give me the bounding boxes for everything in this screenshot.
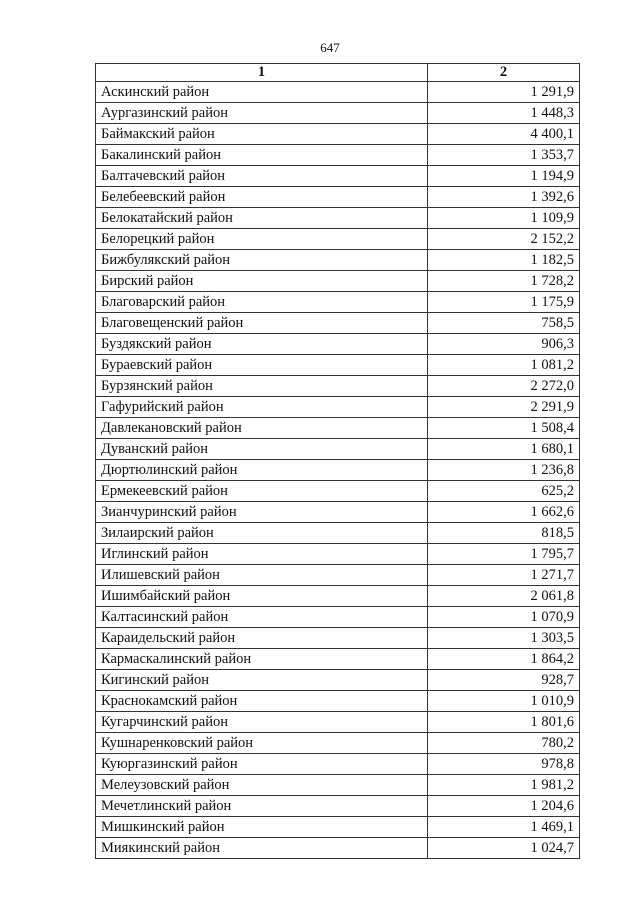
table-row [96,187,580,208]
table-row [96,208,580,229]
amount-cell: 2 272,0 [428,376,580,397]
column-header-1: 1 [96,64,428,82]
table-row [96,523,580,544]
amount-cell: 1 010,9 [428,691,580,712]
table-row [96,124,580,145]
district-name-cell: Илишевский район [96,565,428,586]
district-name-cell: Балтачевский район [96,166,428,187]
amount-cell: 1 981,2 [428,775,580,796]
amount-cell: 1 728,2 [428,271,580,292]
table-row [96,103,580,124]
amount-cell: 1 392,6 [428,187,580,208]
amount-cell: 2 061,8 [428,586,580,607]
header-row [96,64,580,82]
table-row [96,355,580,376]
district-name-cell: Куюргазинский район [96,754,428,775]
district-name-cell: Миякинский район [96,838,428,859]
amount-cell: 906,3 [428,334,580,355]
district-name-cell: Бижбулякский район [96,250,428,271]
column-header-2: 2 [428,64,580,82]
district-name-cell: Бирский район [96,271,428,292]
amount-cell: 625,2 [428,481,580,502]
table-row [96,733,580,754]
amount-cell: 818,5 [428,523,580,544]
table-row [96,439,580,460]
table-row [96,376,580,397]
amount-cell: 1 236,8 [428,460,580,481]
amount-cell: 1 303,5 [428,628,580,649]
table-row [96,460,580,481]
district-name-cell: Аскинский район [96,82,428,103]
amount-cell: 2 291,9 [428,397,580,418]
district-name-cell: Кигинский район [96,670,428,691]
district-name-cell: Мелеузовский район [96,775,428,796]
district-name-cell: Белокатайский район [96,208,428,229]
table-row [96,166,580,187]
table-row [96,544,580,565]
table-row [96,502,580,523]
table-row [96,628,580,649]
district-name-cell: Мечетлинский район [96,796,428,817]
district-name-cell: Бурзянский район [96,376,428,397]
district-name-cell: Зианчуринский район [96,502,428,523]
table-row [96,334,580,355]
amount-cell: 1 271,7 [428,565,580,586]
table-row [96,649,580,670]
table-row [96,418,580,439]
amount-cell: 1 070,9 [428,607,580,628]
district-name-cell: Кушнаренковский район [96,733,428,754]
table-row [96,271,580,292]
district-name-cell: Аургазинский район [96,103,428,124]
table-row [96,754,580,775]
table-row [96,145,580,166]
amount-cell: 1 194,9 [428,166,580,187]
amount-cell: 978,8 [428,754,580,775]
amount-cell: 1 864,2 [428,649,580,670]
table-row [96,565,580,586]
amount-cell: 1 795,7 [428,544,580,565]
amount-cell: 1 680,1 [428,439,580,460]
amount-cell: 1 801,6 [428,712,580,733]
district-name-cell: Кармаскалинский район [96,649,428,670]
table-row [96,712,580,733]
table-row [96,481,580,502]
amount-cell: 758,5 [428,313,580,334]
district-name-cell: Мишкинский район [96,817,428,838]
district-name-cell: Калтасинский район [96,607,428,628]
district-name-cell: Караидельский район [96,628,428,649]
table-row [96,838,580,859]
table-row [96,292,580,313]
district-name-cell: Белорецкий район [96,229,428,250]
table-row [96,313,580,334]
table-row [96,229,580,250]
table-row [96,586,580,607]
district-name-cell: Баймакский район [96,124,428,145]
amount-cell: 1 469,1 [428,817,580,838]
amount-cell: 1 175,9 [428,292,580,313]
district-name-cell: Ермекеевский район [96,481,428,502]
page-number: 647 [320,40,340,55]
district-name-cell: Краснокамский район [96,691,428,712]
table-row [96,397,580,418]
amount-cell: 1 353,7 [428,145,580,166]
district-name-cell: Иглинский район [96,544,428,565]
amount-cell: 780,2 [428,733,580,754]
district-name-cell: Бакалинский район [96,145,428,166]
amount-cell: 1 662,6 [428,502,580,523]
amount-cell: 1 508,4 [428,418,580,439]
amount-cell: 928,7 [428,670,580,691]
amount-cell: 1 081,2 [428,355,580,376]
table-row [96,796,580,817]
amount-cell: 4 400,1 [428,124,580,145]
amount-cell: 1 291,9 [428,82,580,103]
district-name-cell: Ишимбайский район [96,586,428,607]
district-name-cell: Дюртюлинский район [96,460,428,481]
district-name-cell: Зилаирский район [96,523,428,544]
district-name-cell: Гафурийский район [96,397,428,418]
district-name-cell: Благовещенский район [96,313,428,334]
table-row [96,607,580,628]
table-row [96,775,580,796]
district-name-cell: Белебеевский район [96,187,428,208]
amount-cell: 1 024,7 [428,838,580,859]
table-row [96,82,580,103]
table-body [96,82,580,859]
amount-cell: 1 109,9 [428,208,580,229]
table-row [96,670,580,691]
table-row [96,817,580,838]
amount-cell: 1 448,3 [428,103,580,124]
table-row [96,250,580,271]
district-name-cell: Бураевский район [96,355,428,376]
district-name-cell: Давлекановский район [96,418,428,439]
table-row [96,691,580,712]
amount-cell: 1 182,5 [428,250,580,271]
district-table [95,63,580,859]
district-name-cell: Буздякский район [96,334,428,355]
amount-cell: 2 152,2 [428,229,580,250]
district-name-cell: Кугарчинский район [96,712,428,733]
district-name-cell: Благоварский район [96,292,428,313]
amount-cell: 1 204,6 [428,796,580,817]
district-name-cell: Дуванский район [96,439,428,460]
